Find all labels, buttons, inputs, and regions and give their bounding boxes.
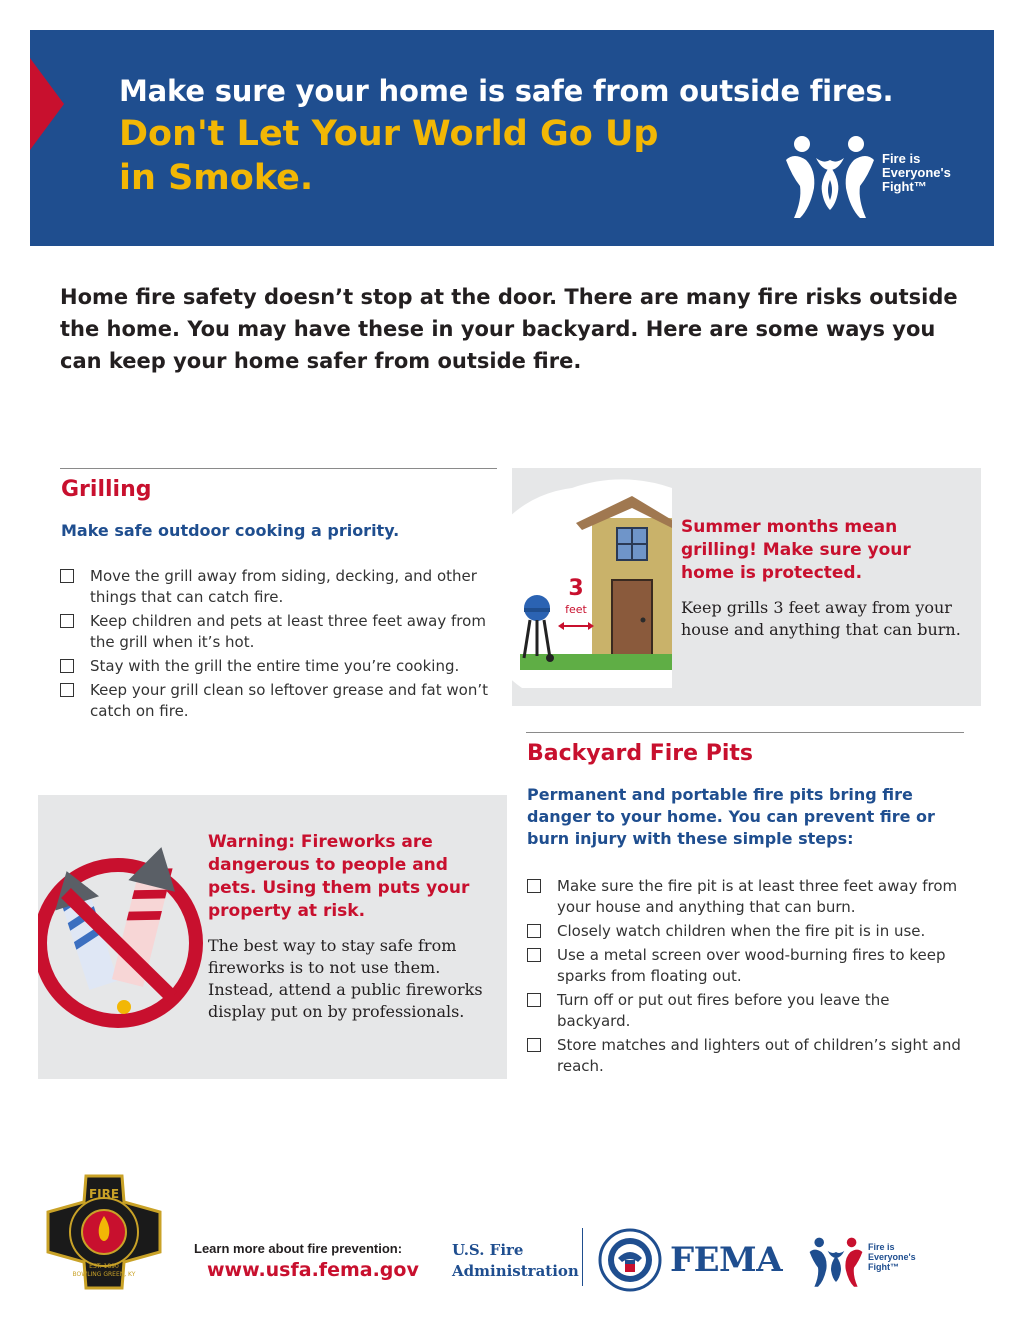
list-item: Closely watch children when the fire pit is in use.: [527, 921, 967, 942]
grill-safety-panel: [512, 468, 981, 706]
house-grill-illustration: [512, 468, 672, 706]
people-flame-icon: [806, 1231, 866, 1291]
firepits-subtitle: Permanent and portable fire pits bring fire danger to your home. You can prevent fire or burn injury with these simple steps:: [527, 785, 935, 848]
footer-divider: [582, 1228, 583, 1286]
badge-est-text: EST. 1890: [89, 1263, 119, 1270]
list-item: Stay with the grill the entire time you’re cooking.: [60, 656, 490, 677]
checkbox[interactable]: [527, 993, 541, 1007]
list-item: Use a metal screen over wood-burning fires to keep sparks from floating out.: [527, 945, 967, 987]
intro-paragraph: Home fire safety doesn’t stop at the door. There are many fire risks outside the home. You may have these in your backyard. Here are some ways you can keep your home safer from outside fire.: [60, 285, 958, 373]
list-item: Move the grill away from siding, decking, and other things that can catch fire.: [60, 566, 490, 608]
checkbox[interactable]: [60, 659, 74, 673]
checkbox[interactable]: [60, 614, 74, 628]
usfa-link[interactable]: www.usfa.fema.gov: [207, 1259, 419, 1281]
distance-number: 3: [568, 576, 584, 601]
section-divider: [60, 468, 497, 469]
usfa-wordmark: U.S. Fire Administration: [452, 1241, 579, 1280]
fire-is-everyones-fight-logo: [780, 130, 980, 220]
fireworks-panel-body: The best way to stay safe from fireworks is to not use them. Instead, attend a public fireworks display put on by professionals.: [208, 936, 483, 1021]
fire-is-everyones-fight-logo: [806, 1231, 936, 1291]
fire-department-badge: [44, 1172, 164, 1292]
list-item: Keep your grill clean so leftover grease and fat won’t catch on fire.: [60, 680, 490, 722]
header-banner: [30, 30, 994, 246]
grilling-checklist: [60, 566, 490, 725]
checkbox[interactable]: [527, 948, 541, 962]
checkbox[interactable]: [60, 683, 74, 697]
list-item: Turn off or put out fires before you leave the backyard.: [527, 990, 967, 1032]
dhs-seal-icon: [598, 1228, 662, 1292]
logo-text: Fire is Everyone's Fight™: [868, 1242, 916, 1272]
checkbox[interactable]: [527, 924, 541, 938]
banner-headline: Make sure your home is safe from outside fires.: [119, 74, 894, 108]
firepits-checklist: [527, 876, 967, 1080]
grill-panel-heading: Summer months mean grilling! Make sure your home is protected.: [681, 517, 911, 583]
learn-more-label: Learn more about fire prevention:: [194, 1241, 403, 1256]
section-divider: [526, 732, 964, 733]
people-flame-icon: [780, 130, 880, 220]
checkbox[interactable]: [527, 879, 541, 893]
no-fireworks-icon: [38, 795, 208, 1079]
list-item: Store matches and lighters out of children’s sight and reach.: [527, 1035, 967, 1077]
firepits-title: Backyard Fire Pits: [527, 741, 754, 766]
badge-ring-text: BOWLING GREEN, KY: [72, 1271, 136, 1278]
grill-panel-body: Keep grills 3 feet away from your house and anything that can burn.: [681, 598, 961, 639]
list-item: Make sure the fire pit is at least three feet away from your house and anything that can burn.: [527, 876, 967, 918]
fireworks-warning-panel: [38, 795, 507, 1079]
fema-wordmark: FEMA: [670, 1240, 783, 1280]
logo-text: Fire is Everyone's Fight™: [882, 151, 951, 194]
red-arrow-accent: [30, 58, 64, 150]
fireworks-panel-heading: Warning: Fireworks are dangerous to people and pets. Using them puts your property at risk.: [208, 832, 470, 921]
list-item: Keep children and pets at least three feet away from the grill when it’s hot.: [60, 611, 490, 653]
badge-top-text: FIRE: [88, 1187, 120, 1201]
banner-slogan: Don't Let Your World Go Up in Smoke.: [119, 114, 659, 198]
checkbox[interactable]: [60, 569, 74, 583]
distance-unit: feet: [565, 603, 587, 616]
checkbox[interactable]: [527, 1038, 541, 1052]
grilling-subtitle: Make safe outdoor cooking a priority.: [61, 521, 400, 540]
grilling-title: Grilling: [61, 477, 152, 502]
